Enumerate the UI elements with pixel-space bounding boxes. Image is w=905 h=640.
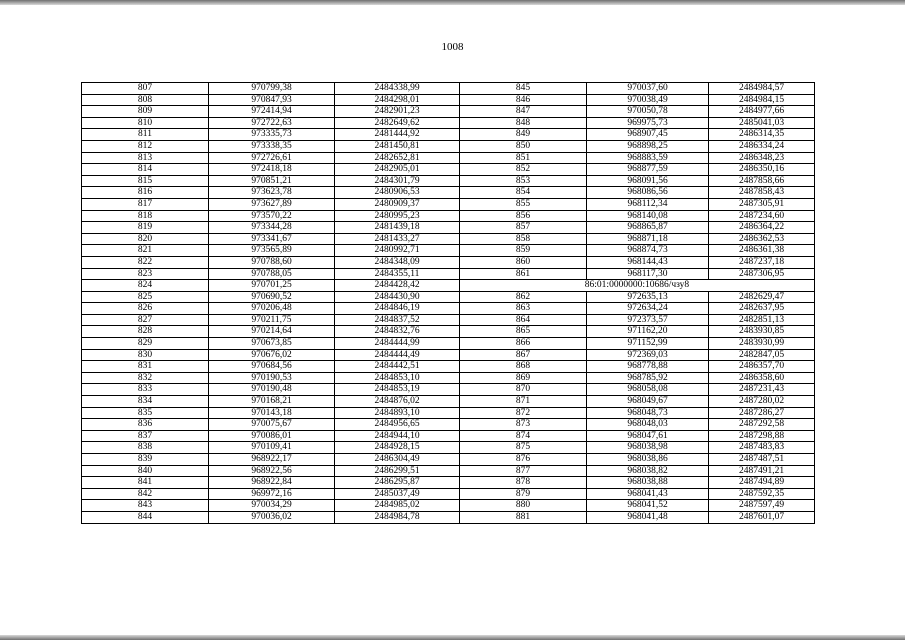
table-cell: 2484444,99 bbox=[335, 338, 460, 350]
table-cell: 2487601,07 bbox=[709, 511, 815, 523]
table-row bbox=[82, 222, 815, 234]
table-cell: 2484832,76 bbox=[335, 326, 460, 338]
table-cell: 970038,49 bbox=[587, 94, 709, 106]
table-cell: 832 bbox=[82, 372, 209, 384]
table-cell: 822 bbox=[82, 256, 209, 268]
table-cell: 968086,56 bbox=[587, 187, 709, 199]
table-cell: 873 bbox=[460, 419, 587, 431]
table-row bbox=[82, 430, 815, 442]
table-cell: 861 bbox=[460, 268, 587, 280]
table-cell: 2486364,22 bbox=[709, 222, 815, 234]
table-cell: 2484893,10 bbox=[335, 407, 460, 419]
table-cell: 836 bbox=[82, 419, 209, 431]
parcel-number-cell: 86:01:0000000:10686/чзу8 bbox=[460, 280, 815, 292]
table-row bbox=[82, 326, 815, 338]
table-cell: 970788,60 bbox=[209, 256, 335, 268]
table-cell: 2487858,43 bbox=[709, 187, 815, 199]
table-cell: 2484298,01 bbox=[335, 94, 460, 106]
table-cell: 864 bbox=[460, 314, 587, 326]
table-row bbox=[82, 384, 815, 396]
table-cell: 968922,56 bbox=[209, 465, 335, 477]
table-row bbox=[82, 106, 815, 118]
table-cell: 2480992,71 bbox=[335, 245, 460, 257]
table-cell: 2483930,85 bbox=[709, 326, 815, 338]
table-cell: 968041,52 bbox=[587, 500, 709, 512]
table-cell: 2484442,51 bbox=[335, 361, 460, 373]
table-cell: 2482905,01 bbox=[335, 164, 460, 176]
table-cell: 2487286,27 bbox=[709, 407, 815, 419]
table-cell: 838 bbox=[82, 442, 209, 454]
table-cell: 970190,48 bbox=[209, 384, 335, 396]
table-cell: 968117,30 bbox=[587, 268, 709, 280]
table-cell: 970684,56 bbox=[209, 361, 335, 373]
table-cell: 972726,61 bbox=[209, 152, 335, 164]
table-cell: 2485041,03 bbox=[709, 117, 815, 129]
table-cell: 972369,03 bbox=[587, 349, 709, 361]
table-cell: 2481433,27 bbox=[335, 233, 460, 245]
table-cell: 970673,85 bbox=[209, 338, 335, 350]
table-cell: 853 bbox=[460, 175, 587, 187]
table-cell: 874 bbox=[460, 430, 587, 442]
table-cell: 968038,88 bbox=[587, 477, 709, 489]
table-cell: 968778,88 bbox=[587, 361, 709, 373]
table-row bbox=[82, 314, 815, 326]
table-row bbox=[82, 372, 815, 384]
table-cell: 972418,18 bbox=[209, 164, 335, 176]
table-row bbox=[82, 198, 815, 210]
table-cell: 2481439,18 bbox=[335, 222, 460, 234]
table-cell: 833 bbox=[82, 384, 209, 396]
table-cell: 971162,20 bbox=[587, 326, 709, 338]
table-cell: 970214,64 bbox=[209, 326, 335, 338]
table-cell: 970075,67 bbox=[209, 419, 335, 431]
table-cell: 2487231,43 bbox=[709, 384, 815, 396]
table-cell: 847 bbox=[460, 106, 587, 118]
table-cell: 2484853,10 bbox=[335, 372, 460, 384]
table-cell: 2486334,24 bbox=[709, 140, 815, 152]
table-cell: 2480906,53 bbox=[335, 187, 460, 199]
table-cell: 812 bbox=[82, 140, 209, 152]
table-cell: 2482649,62 bbox=[335, 117, 460, 129]
table-cell: 881 bbox=[460, 511, 587, 523]
table-cell: 968091,56 bbox=[587, 175, 709, 187]
table-cell: 968049,67 bbox=[587, 396, 709, 408]
table-cell: 970086,01 bbox=[209, 430, 335, 442]
table-cell: 973565,89 bbox=[209, 245, 335, 257]
table-row bbox=[82, 454, 815, 466]
table-cell: 2484444,49 bbox=[335, 349, 460, 361]
table-cell: 968038,98 bbox=[587, 442, 709, 454]
table-row bbox=[82, 338, 815, 350]
table-cell: 867 bbox=[460, 349, 587, 361]
table-cell: 851 bbox=[460, 152, 587, 164]
table-cell: 835 bbox=[82, 407, 209, 419]
table-cell: 2486357,70 bbox=[709, 361, 815, 373]
table-cell: 973623,78 bbox=[209, 187, 335, 199]
table-cell: 2484985,02 bbox=[335, 500, 460, 512]
table-cell: 973570,22 bbox=[209, 210, 335, 222]
table-cell: 2484853,19 bbox=[335, 384, 460, 396]
table-cell: 973338,35 bbox=[209, 140, 335, 152]
table-cell: 2480909,37 bbox=[335, 198, 460, 210]
table-cell: 2484876,02 bbox=[335, 396, 460, 408]
table-cell: 817 bbox=[82, 198, 209, 210]
table-cell: 821 bbox=[82, 245, 209, 257]
table-cell: 2480995,23 bbox=[335, 210, 460, 222]
table-cell: 854 bbox=[460, 187, 587, 199]
table-row bbox=[82, 488, 815, 500]
table-row bbox=[82, 511, 815, 523]
table-cell: 970206,48 bbox=[209, 303, 335, 315]
scan-edge-bottom bbox=[0, 635, 905, 640]
table-cell: 816 bbox=[82, 187, 209, 199]
table-cell: 2486358,60 bbox=[709, 372, 815, 384]
table-cell: 830 bbox=[82, 349, 209, 361]
table-cell: 2487298,88 bbox=[709, 430, 815, 442]
table-cell: 829 bbox=[82, 338, 209, 350]
table-cell: 868 bbox=[460, 361, 587, 373]
table-cell: 970851,21 bbox=[209, 175, 335, 187]
table-cell: 968883,59 bbox=[587, 152, 709, 164]
table-cell: 970190,53 bbox=[209, 372, 335, 384]
table-cell: 842 bbox=[82, 488, 209, 500]
table-cell: 840 bbox=[82, 465, 209, 477]
table-cell: 857 bbox=[460, 222, 587, 234]
table-cell: 968922,84 bbox=[209, 477, 335, 489]
coordinates-table bbox=[81, 82, 815, 524]
table-cell: 2487858,66 bbox=[709, 175, 815, 187]
table-cell: 871 bbox=[460, 396, 587, 408]
table-cell: 875 bbox=[460, 442, 587, 454]
table-cell: 815 bbox=[82, 175, 209, 187]
table-row bbox=[82, 164, 815, 176]
table-cell: 968048,03 bbox=[587, 419, 709, 431]
table-cell: 2487494,89 bbox=[709, 477, 815, 489]
table-row bbox=[82, 407, 815, 419]
table-cell: 968058,08 bbox=[587, 384, 709, 396]
table-cell: 2484846,19 bbox=[335, 303, 460, 315]
table-cell: 2484428,42 bbox=[335, 280, 460, 292]
table-cell: 970788,05 bbox=[209, 268, 335, 280]
table-cell: 972634,24 bbox=[587, 303, 709, 315]
table-cell: 2487592,35 bbox=[709, 488, 815, 500]
table-row bbox=[82, 94, 815, 106]
table-cell: 969975,73 bbox=[587, 117, 709, 129]
table-cell: 2484301,79 bbox=[335, 175, 460, 187]
table-cell: 968140,08 bbox=[587, 210, 709, 222]
table-cell: 968898,25 bbox=[587, 140, 709, 152]
table-cell: 2487234,60 bbox=[709, 210, 815, 222]
table-cell: 827 bbox=[82, 314, 209, 326]
table-row bbox=[82, 361, 815, 373]
table-row bbox=[82, 280, 815, 292]
table-cell: 970109,41 bbox=[209, 442, 335, 454]
table-cell: 972635,13 bbox=[587, 291, 709, 303]
page-number: 1008 bbox=[441, 41, 464, 53]
table-cell: 973335,73 bbox=[209, 129, 335, 141]
table-cell: 2481444,92 bbox=[335, 129, 460, 141]
table-cell: 968865,87 bbox=[587, 222, 709, 234]
table-cell: 865 bbox=[460, 326, 587, 338]
table-cell: 807 bbox=[82, 83, 209, 95]
table-cell: 877 bbox=[460, 465, 587, 477]
coordinates-table-body bbox=[82, 83, 815, 524]
table-cell: 970676,02 bbox=[209, 349, 335, 361]
table-cell: 845 bbox=[460, 83, 587, 95]
table-cell: 2487292,58 bbox=[709, 419, 815, 431]
table-cell: 973627,89 bbox=[209, 198, 335, 210]
table-cell: 968041,43 bbox=[587, 488, 709, 500]
table-cell: 809 bbox=[82, 106, 209, 118]
table-cell: 2482629,47 bbox=[709, 291, 815, 303]
table-cell: 2486314,35 bbox=[709, 129, 815, 141]
table-row bbox=[82, 349, 815, 361]
table-row bbox=[82, 83, 815, 95]
table-row bbox=[82, 210, 815, 222]
table-cell: 968144,43 bbox=[587, 256, 709, 268]
table-cell: 2487597,49 bbox=[709, 500, 815, 512]
table-cell: 2482901,23 bbox=[335, 106, 460, 118]
table-cell: 970034,29 bbox=[209, 500, 335, 512]
table-cell: 814 bbox=[82, 164, 209, 176]
table-cell: 968922,17 bbox=[209, 454, 335, 466]
table-cell: 837 bbox=[82, 430, 209, 442]
table-cell: 2487305,91 bbox=[709, 198, 815, 210]
table-cell: 968871,18 bbox=[587, 233, 709, 245]
table-row bbox=[82, 291, 815, 303]
table-row bbox=[82, 175, 815, 187]
table-row bbox=[82, 268, 815, 280]
table-row bbox=[82, 303, 815, 315]
table-cell: 970690,52 bbox=[209, 291, 335, 303]
table-cell: 973341,67 bbox=[209, 233, 335, 245]
table-cell: 972722,63 bbox=[209, 117, 335, 129]
table-cell: 970799,38 bbox=[209, 83, 335, 95]
table-cell: 828 bbox=[82, 326, 209, 338]
table-row bbox=[82, 233, 815, 245]
table-cell: 968038,82 bbox=[587, 465, 709, 477]
table-row bbox=[82, 465, 815, 477]
table-cell: 2481450,81 bbox=[335, 140, 460, 152]
table-cell: 968907,45 bbox=[587, 129, 709, 141]
table-cell: 970847,93 bbox=[209, 94, 335, 106]
table-cell: 970036,02 bbox=[209, 511, 335, 523]
table-cell: 839 bbox=[82, 454, 209, 466]
table-cell: 2486362,53 bbox=[709, 233, 815, 245]
table-cell: 2487306,95 bbox=[709, 268, 815, 280]
table-cell: 2487280,02 bbox=[709, 396, 815, 408]
table-cell: 844 bbox=[82, 511, 209, 523]
table-cell: 848 bbox=[460, 117, 587, 129]
table-cell: 843 bbox=[82, 500, 209, 512]
table-cell: 841 bbox=[82, 477, 209, 489]
table-cell: 973344,28 bbox=[209, 222, 335, 234]
table-cell: 968047,61 bbox=[587, 430, 709, 442]
table-cell: 879 bbox=[460, 488, 587, 500]
table-cell: 968038,86 bbox=[587, 454, 709, 466]
table-cell: 2484430,90 bbox=[335, 291, 460, 303]
table-cell: 880 bbox=[460, 500, 587, 512]
table-cell: 826 bbox=[82, 303, 209, 315]
table-cell: 968048,73 bbox=[587, 407, 709, 419]
table-cell: 970037,60 bbox=[587, 83, 709, 95]
table-cell: 2487491,21 bbox=[709, 465, 815, 477]
table-cell: 858 bbox=[460, 233, 587, 245]
table-cell: 2484944,10 bbox=[335, 430, 460, 442]
table-cell: 2486348,23 bbox=[709, 152, 815, 164]
table-row bbox=[82, 500, 815, 512]
table-cell: 850 bbox=[460, 140, 587, 152]
table-cell: 813 bbox=[82, 152, 209, 164]
table-cell: 810 bbox=[82, 117, 209, 129]
table-cell: 968877,59 bbox=[587, 164, 709, 176]
table-row bbox=[82, 256, 815, 268]
table-cell: 2487237,18 bbox=[709, 256, 815, 268]
table-row bbox=[82, 187, 815, 199]
table-cell: 872 bbox=[460, 407, 587, 419]
table-cell: 970143,18 bbox=[209, 407, 335, 419]
table-cell: 2486350,16 bbox=[709, 164, 815, 176]
table-row bbox=[82, 245, 815, 257]
table-cell: 876 bbox=[460, 454, 587, 466]
table-cell: 811 bbox=[82, 129, 209, 141]
table-cell: 2486295,87 bbox=[335, 477, 460, 489]
table-cell: 2482652,81 bbox=[335, 152, 460, 164]
table-cell: 2484928,15 bbox=[335, 442, 460, 454]
table-row bbox=[82, 396, 815, 408]
table-cell: 818 bbox=[82, 210, 209, 222]
table-cell: 869 bbox=[460, 372, 587, 384]
table-cell: 2484984,78 bbox=[335, 511, 460, 523]
table-cell: 831 bbox=[82, 361, 209, 373]
table-cell: 2484977,66 bbox=[709, 106, 815, 118]
table-cell: 2484956,65 bbox=[335, 419, 460, 431]
table-cell: 866 bbox=[460, 338, 587, 350]
table-cell: 2482847,05 bbox=[709, 349, 815, 361]
table-cell: 878 bbox=[460, 477, 587, 489]
table-cell: 2484984,57 bbox=[709, 83, 815, 95]
table-cell: 846 bbox=[460, 94, 587, 106]
table-cell: 970050,78 bbox=[587, 106, 709, 118]
table-cell: 2483930,99 bbox=[709, 338, 815, 350]
table-cell: 2484984,15 bbox=[709, 94, 815, 106]
table-cell: 808 bbox=[82, 94, 209, 106]
table-cell: 870 bbox=[460, 384, 587, 396]
table-cell: 862 bbox=[460, 291, 587, 303]
table-cell: 972373,57 bbox=[587, 314, 709, 326]
table-cell: 2487487,51 bbox=[709, 454, 815, 466]
table-cell: 2484348,09 bbox=[335, 256, 460, 268]
table-cell: 970211,75 bbox=[209, 314, 335, 326]
table-cell: 2482637,95 bbox=[709, 303, 815, 315]
table-cell: 2482851,13 bbox=[709, 314, 815, 326]
table-row bbox=[82, 152, 815, 164]
table-cell: 2486299,51 bbox=[335, 465, 460, 477]
table-cell: 860 bbox=[460, 256, 587, 268]
table-row bbox=[82, 442, 815, 454]
table-cell: 970701,25 bbox=[209, 280, 335, 292]
table-cell: 971152,99 bbox=[587, 338, 709, 350]
table-cell: 819 bbox=[82, 222, 209, 234]
table-cell: 968874,73 bbox=[587, 245, 709, 257]
table-cell: 2486304,49 bbox=[335, 454, 460, 466]
table-cell: 855 bbox=[460, 198, 587, 210]
table-cell: 2486361,38 bbox=[709, 245, 815, 257]
table-cell: 2484355,11 bbox=[335, 268, 460, 280]
table-cell: 969972,16 bbox=[209, 488, 335, 500]
table-cell: 970168,21 bbox=[209, 396, 335, 408]
table-cell: 968041,48 bbox=[587, 511, 709, 523]
table-cell: 2487483,83 bbox=[709, 442, 815, 454]
table-cell: 820 bbox=[82, 233, 209, 245]
table-row bbox=[82, 140, 815, 152]
table-cell: 2484837,52 bbox=[335, 314, 460, 326]
table-cell: 2485037,49 bbox=[335, 488, 460, 500]
table-cell: 834 bbox=[82, 396, 209, 408]
table-cell: 968112,34 bbox=[587, 198, 709, 210]
table-cell: 968785,92 bbox=[587, 372, 709, 384]
scan-edge-top bbox=[0, 0, 905, 5]
table-row bbox=[82, 477, 815, 489]
table-cell: 972414,94 bbox=[209, 106, 335, 118]
table-row bbox=[82, 129, 815, 141]
table-cell: 859 bbox=[460, 245, 587, 257]
table-cell: 825 bbox=[82, 291, 209, 303]
table-row bbox=[82, 117, 815, 129]
table-cell: 824 bbox=[82, 280, 209, 292]
table-row bbox=[82, 419, 815, 431]
table-cell: 823 bbox=[82, 268, 209, 280]
table-cell: 863 bbox=[460, 303, 587, 315]
table-cell: 849 bbox=[460, 129, 587, 141]
table-cell: 852 bbox=[460, 164, 587, 176]
table-cell: 856 bbox=[460, 210, 587, 222]
table-cell: 2484338,99 bbox=[335, 83, 460, 95]
